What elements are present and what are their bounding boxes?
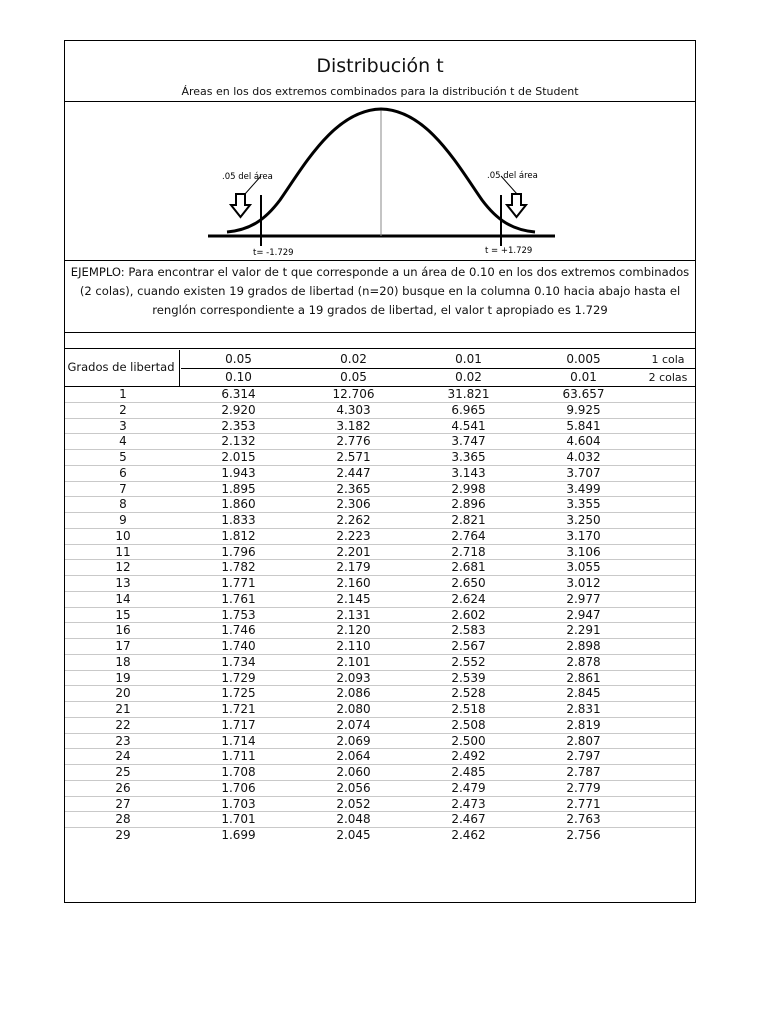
table-row: 11 1.796 2.201 2.718 3.106 (65, 545, 695, 561)
page-subtitle: Áreas en los dos extremos combinados para la distribución t de Student (181, 85, 579, 98)
two-tail-header-0: 0.10 (225, 370, 252, 384)
t-distribution-sheet (64, 40, 696, 903)
table-row: 22 1.717 2.074 2.508 2.819 (65, 718, 695, 734)
table-row: 20 1.725 2.086 2.528 2.845 (65, 686, 695, 702)
table-row: 8 1.860 2.306 2.896 3.355 (65, 497, 695, 513)
table-row: 21 1.721 2.080 2.518 2.831 (65, 702, 695, 718)
table-row: 16 1.746 2.120 2.583 2.291 (65, 623, 695, 639)
one-tail-header-3: 0.005 (566, 352, 601, 366)
table-row: 3 2.353 3.182 4.541 5.841 (65, 419, 695, 435)
table-row: 19 1.729 2.093 2.539 2.861 (65, 671, 695, 687)
table-row: 12 1.782 2.179 2.681 3.055 (65, 560, 695, 576)
bell-curve-diagram (65, 102, 695, 260)
table-row: 14 1.761 2.145 2.624 2.977 (65, 592, 695, 608)
divider (65, 348, 695, 349)
table-row: 9 1.833 2.262 2.821 3.250 (65, 513, 695, 529)
example-text: EJEMPLO: Para encontrar el valor de t que corresponde a un área de 0.10 en los dos extremos combinados (2 colas), cuando existen 19 grados de libertad (n=20) busque en la columna 0.10 hacia abajo hasta el renglón correspondiente a 19 grados de libertad, el valor t apropiado es 1.729 (70, 265, 690, 317)
left-area-label: .05 del área (222, 172, 273, 182)
table-row: 7 1.895 2.365 2.998 3.499 (65, 482, 695, 498)
two-tail-header-3: 0.01 (570, 370, 597, 384)
table-header (65, 350, 695, 387)
two-tail-header-2: 0.02 (455, 370, 482, 384)
table-row: 24 1.711 2.064 2.492 2.797 (65, 749, 695, 765)
table-row: 25 1.708 2.060 2.485 2.787 (65, 765, 695, 781)
table-row: 4 2.132 2.776 3.747 4.604 (65, 434, 695, 450)
table-row: 18 1.734 2.101 2.552 2.878 (65, 655, 695, 671)
one-tail-header-2: 0.01 (455, 352, 482, 366)
table-row: 5 2.015 2.571 3.365 4.032 (65, 450, 695, 466)
two-tail-label: 2 colas (648, 371, 688, 384)
divider (65, 260, 695, 261)
table-row: 29 1.699 2.045 2.462 2.756 (115, 828, 601, 842)
table-row: 27 1.703 2.052 2.473 2.771 (65, 797, 695, 813)
divider (65, 332, 695, 333)
table-row: 23 1.714 2.069 2.500 2.807 (65, 734, 695, 750)
one-tail-header-0: 0.05 (225, 352, 252, 366)
table-row: 13 1.771 2.160 2.650 3.012 (65, 576, 695, 592)
table-row: 15 1.753 2.131 2.602 2.947 (65, 608, 695, 624)
table-row: 17 1.740 2.110 2.567 2.898 (65, 639, 695, 655)
one-tail-header-1: 0.02 (340, 352, 367, 366)
one-tail-label: 1 cola (651, 353, 685, 366)
table-row: 6 1.943 2.447 3.143 3.707 (65, 466, 695, 482)
two-tail-header-1: 0.05 (340, 370, 367, 384)
page-title: Distribución t (316, 55, 444, 77)
left-area-arrow-icon (231, 176, 261, 217)
left-t-label: t= -1.729 (253, 248, 294, 258)
table-row: 2 2.920 4.303 6.965 9.925 (65, 403, 695, 419)
df-header: Grados de libertad (67, 360, 175, 374)
table-row: 28 1.701 2.048 2.467 2.763 (65, 812, 695, 828)
t-distribution-figure (65, 102, 695, 260)
table-row: 26 1.706 2.056 2.479 2.779 (65, 781, 695, 797)
table-row: 10 1.812 2.223 2.764 3.170 (65, 529, 695, 545)
right-area-label: .05 del área (487, 171, 538, 181)
t-table-body (65, 387, 695, 844)
table-row: 1 6.314 12.706 31.821 63.657 (65, 387, 695, 403)
right-t-label: t = +1.729 (485, 246, 533, 256)
right-area-arrow-icon (501, 176, 526, 217)
